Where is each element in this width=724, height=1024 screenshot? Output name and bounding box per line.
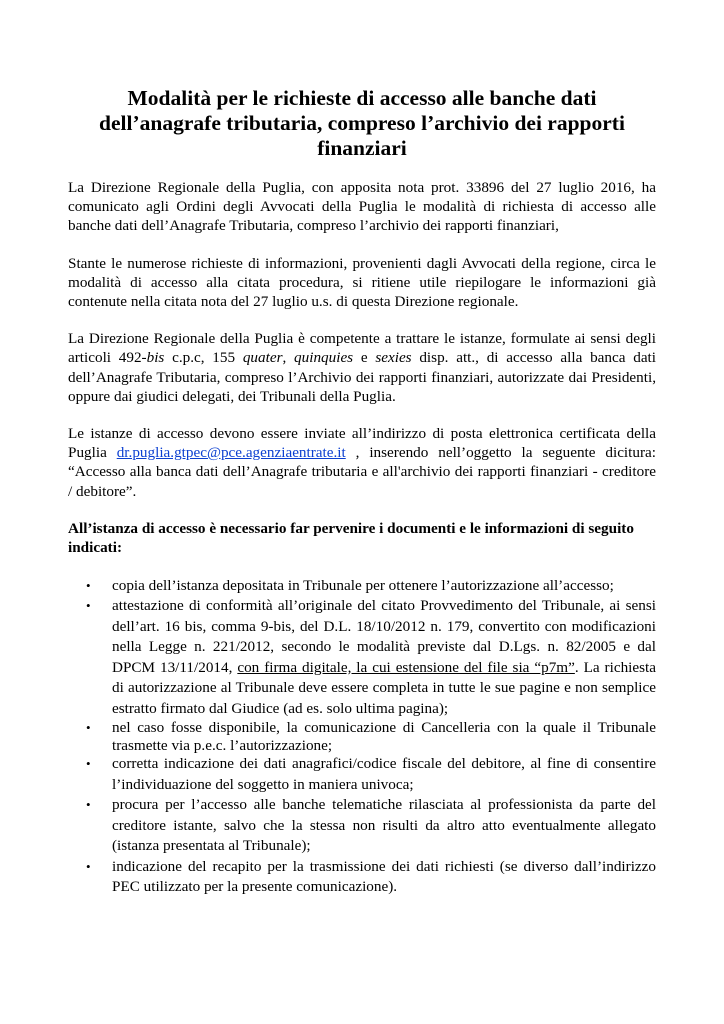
- paragraph-submission: [68, 424, 656, 501]
- list-item-text: indicazione del recapito per la trasmissione dei dati richiesti (se diverso dall’indirizzo PEC utilizzato per la presente comunicazione).: [112, 857, 656, 896]
- section-heading: All’istanza di accesso è necessario far pervenire i documenti e le informazioni di seguito indicati:: [68, 519, 634, 557]
- italic-term: sexies: [375, 349, 412, 367]
- document-title: Modalità per le richieste di accesso alle banche dati dell’anagrafe tributaria, compreso l’archivio dei rapporti finanziari: [99, 86, 625, 160]
- requirements-list: [68, 576, 656, 898]
- bullet-icon: •: [86, 720, 91, 736]
- text-segment: c.p.c, 155: [164, 349, 243, 367]
- list-item: [68, 719, 656, 754]
- italic-term: quinquies: [294, 349, 354, 367]
- list-item-text: . La richiesta di autorizzazione al Tribunale deve essere completa in tutte le sue pagine e non semplice estratto firmato dal Giudice (ad es. solo ultima pagina);: [112, 658, 656, 717]
- list-item-text: corretta indicazione dei dati anagrafici/codice fiscale del debitore, al fine di consentire l’individuazione del soggetto in maniera univoca;: [112, 755, 656, 793]
- bullet-icon: •: [86, 858, 91, 874]
- document-page: [68, 86, 656, 898]
- list-item-text: copia dell’istanza depositata in Tribunale per ottenere l’autorizzazione all’accesso;: [112, 576, 614, 594]
- list-item-text: nel caso fosse disponibile, la comunicazione di Cancelleria con la quale il Tribunale trasmette via p.e.c. l’autorizzazione;: [112, 719, 656, 754]
- list-item-text: procura per l’accesso alle banche telematiche rilasciata al professionista da parte del creditore istante, salvo che la stessa non risulti da altro atto eventualmente allegato (istanza presentata al Tribunale);: [112, 796, 656, 855]
- text-segment: , inserendo nell’oggetto la seguente dicitura: “Accesso alla banca dati dell’Anagrafe tributaria e all'archivio dei rapporti finanziari - creditore / debitore”.: [68, 444, 656, 500]
- text-segment: disp. att., di accesso alla banca dati dell’Anagrafe Tributaria, compreso l’Archivio dei rapporti finanziari, autorizzate dai Presidenti, oppure dai giudici delegati, dei Tribunali della Puglia.: [68, 349, 656, 405]
- list-item-text: attestazione di conformità all’originale del citato Provvedimento del Tribunale, ai sensi dell’art. 16 bis, comma 9-bis, del D.L. 18/10/2012 n. 179, convertito con modificazioni nella Legge n. 221/2012, secondo le modalità previste dal D.Lgs. n. 82/2005 e dal DPCM 13/11/2014,: [112, 597, 656, 676]
- list-item: [68, 576, 656, 597]
- paragraph-competence: [68, 329, 656, 406]
- italic-term: quater: [242, 349, 283, 367]
- paragraph-intro: La Direzione Regionale della Puglia, con apposita nota prot. 33896 del 27 luglio 2016, ha comunicato agli Ordini degli Avvocati della Puglia le modalità di richiesta di accesso alle banche dati dell’Anagrafe Tributaria, compreso l’archivio dei rapporti finanziari,: [68, 179, 656, 235]
- underlined-text: con firma digitale, la cui estensione del file sia “p7m”: [237, 658, 575, 676]
- bullet-icon: •: [86, 577, 91, 593]
- bullet-icon: •: [86, 756, 91, 772]
- text-segment: La Direzione Regionale della Puglia è competente a trattare le istanze, formulate ai sensi degli articoli 492-: [68, 330, 656, 367]
- text-segment: e: [353, 349, 376, 367]
- list-item: [68, 857, 656, 898]
- list-item: [68, 596, 656, 719]
- text-segment: Le istanze di accesso devono essere inviate all’indirizzo di posta elettronica certificata della Puglia: [68, 425, 656, 462]
- bullet-icon: •: [86, 797, 91, 813]
- paragraph-context: Stante le numerose richieste di informazioni, provenienti dagli Avvocati della regione, circa le modalità di accesso alla citata procedura, si ritiene utile riepilogare le informazioni già contenute nella citata nota del 27 luglio u.s. di questa Direzione regionale.: [68, 254, 656, 311]
- list-item: [68, 754, 656, 795]
- italic-term: bis: [146, 349, 165, 367]
- text-segment: ,: [282, 349, 295, 367]
- pec-email-link[interactable]: dr.puglia.gtpec@pce.agenziaentrate.it: [116, 444, 346, 462]
- list-item: [68, 795, 656, 857]
- bullet-icon: •: [86, 598, 91, 614]
